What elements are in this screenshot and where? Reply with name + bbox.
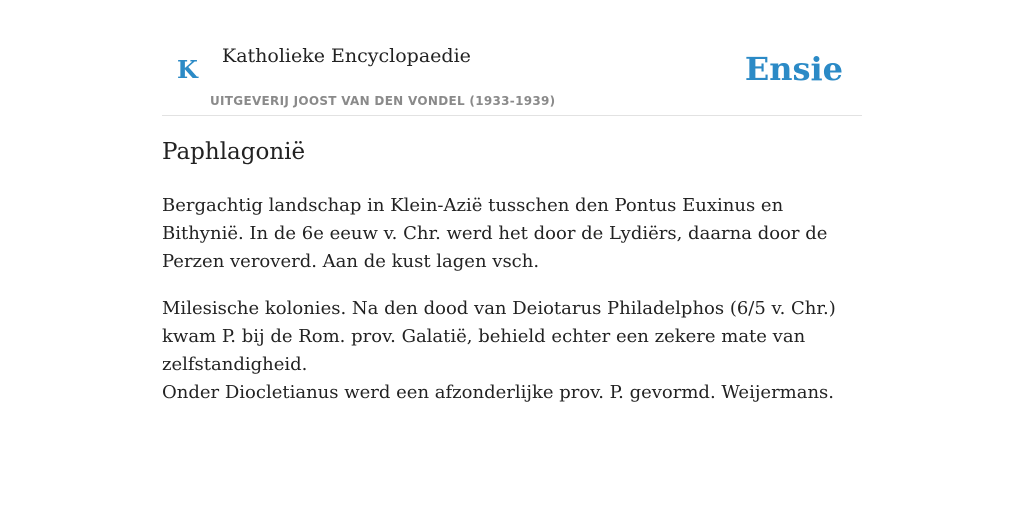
publisher-subtitle: UITGEVERIJ JOOST VAN DEN VONDEL (1933-1939) — [210, 94, 556, 108]
article-title: Paphlagonië — [162, 139, 306, 165]
header — [162, 0, 862, 116]
article-paragraph: Milesische kolonies. Na den dood van Deiotarus Philadelphos (6/5 v. Chr.) kwam P. bij de Rom. prov. Galatië, behield echter een zekere mate van zelfstandigheid. — [162, 298, 836, 375]
ensie-brand-logo[interactable]: Ensie — [744, 50, 843, 88]
article-paragraph: Onder Diocletianus werd een afzonderlijke prov. P. gevormd. Weijermans. — [162, 382, 835, 403]
page-container — [162, 0, 862, 403]
publication-title[interactable]: Katholieke Encyclopaedie — [222, 45, 471, 67]
article-paragraph: Bergachtig landschap in Klein-Azië tusschen den Pontus Euxinus en Bithynië. In de 6e eeuw v. Chr. werd het door de Lydiërs, daarna door de Perzen veroverd. Aan de kust lagen vsch. — [162, 195, 828, 272]
publication-logo-k[interactable]: K — [177, 55, 198, 84]
